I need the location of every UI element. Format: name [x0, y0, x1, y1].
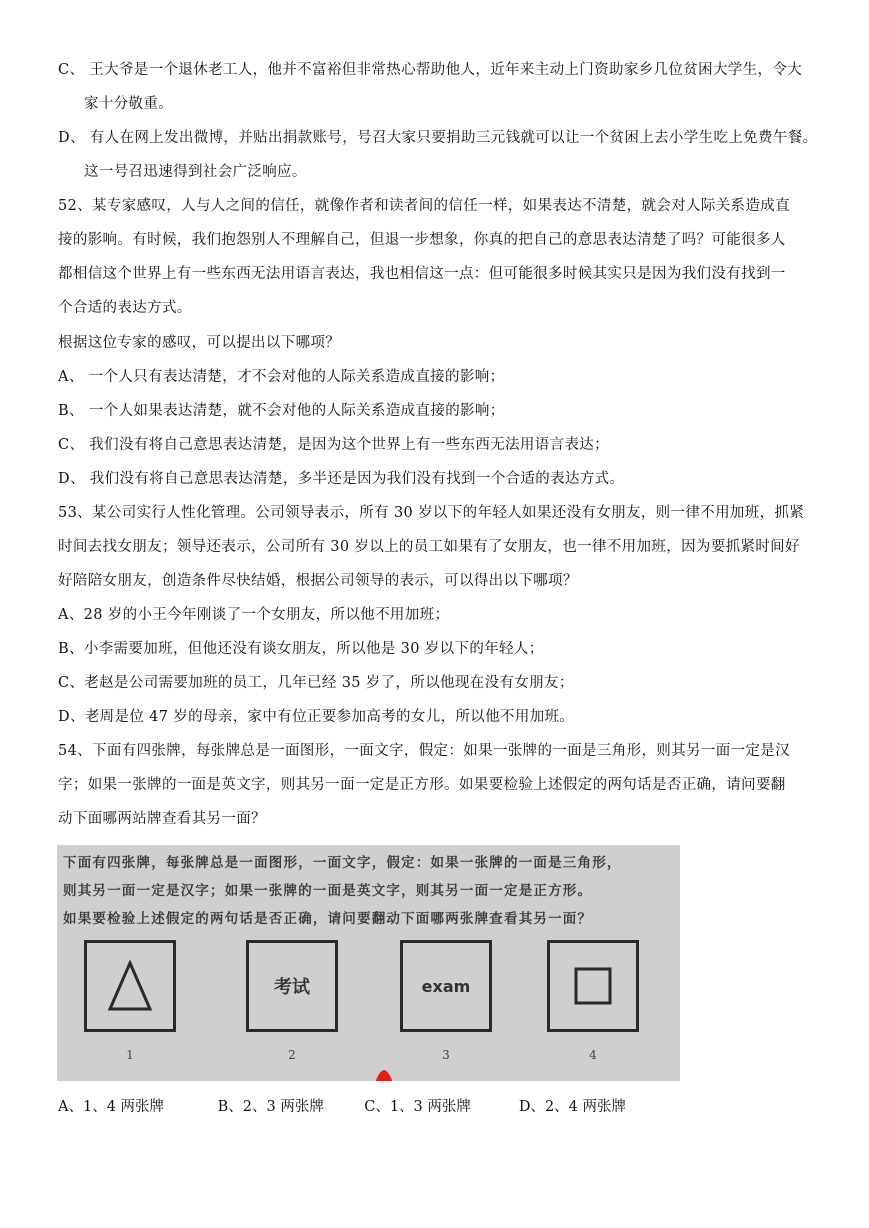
option-c-line: C、 王大爷是一个退休老工人，他并不富裕但非常热心帮助他人，近年来主动上门资助家乡几位贫困大学生，令大: [58, 62, 803, 78]
question-54-option-b: B、2、3 两张牌: [217, 1099, 324, 1115]
question-53-option-c: C、老赵是公司需要加班的员工，几年已经 35 岁了，所以他现在没有女朋友；: [58, 675, 574, 691]
question-54-option-c: C、1、3 两张牌: [364, 1099, 471, 1115]
card-2: [246, 940, 338, 1032]
question-54-option-d: D、2、4 两张牌: [518, 1099, 627, 1115]
question-52-line-3: 都相信这个世界上有一些东西无法用语言表达，我也相信这一点：但可能很多时候其实只是因为我们没有找到一: [58, 266, 786, 282]
card-3-number: 3: [442, 1048, 450, 1062]
question-52-prompt: 根据这位专家的感叹，可以提出以下哪项？: [58, 335, 341, 351]
question-52-option-c: C、 我们没有将自己意思表达清楚，是因为这个世界上有一些东西无法用语言表达；: [58, 437, 609, 453]
question-54-line-1: 54、下面有四张牌，每张牌总是一面图形，一面文字，假定：如果一张牌的一面是三角形，则其另一面一定是汉: [58, 743, 790, 759]
question-52-option-a: A、 一个人只有表达清楚，才不会对他的人际关系造成直接的影响；: [58, 369, 505, 385]
cards-figure: [57, 845, 680, 1081]
red-mark-icon: [373, 1069, 395, 1081]
card-3: [400, 940, 492, 1032]
option-c-continuation: 家十分敬重。: [84, 96, 174, 112]
triangle-icon: [107, 960, 153, 1012]
question-53-option-a: A、28 岁的小王今年刚谈了一个女朋友，所以他不用加班；: [58, 607, 450, 623]
option-d-line: D、 有人在网上发出微博，并贴出捐款账号，号召大家只要捐助三元钱就可以让一个贫困上去小学生吃上免费午餐。: [58, 130, 818, 146]
square-icon: [573, 966, 613, 1006]
question-53-line-1: 53、某公司实行人性化管理。公司领导表示，所有 30 岁以下的年轻人如果还没有女朋友，则一律不用加班，抓紧: [58, 505, 805, 521]
question-53-line-3: 好陪陪女朋友，创造条件尽快结婚，根据公司领导的表示，可以得出以下哪项？: [58, 573, 578, 589]
figure-text-line-1: 下面有四张牌，每张牌总是一面图形，一面文字，假定：如果一张牌的一面是三角形，: [63, 855, 622, 871]
question-53-option-b: B、小李需要加班，但他还没有谈女朋友，所以他是 30 岁以下的年轻人；: [58, 641, 544, 657]
question-52-line-1: 52、某专家感叹，人与人之间的信任，就像作者和读者间的信任一样，如果表达不清楚，就会对人际关系造成直: [58, 198, 790, 214]
card-2-label: 考试: [274, 977, 310, 998]
question-54-options: [58, 1095, 626, 1116]
question-52-line-4: 个合适的表达方式。: [58, 300, 192, 316]
question-52-line-2: 接的影响。有时候，我们抱怨别人不理解自己，但退一步想象，你真的把自己的意思表达清楚了吗？可能很多人: [58, 232, 786, 248]
question-54-line-3: 动下面哪两站牌查看其另一面？: [58, 811, 266, 827]
card-4-number: 4: [589, 1048, 597, 1062]
question-53-line-2: 时间去找女朋友；领导还表示，公司所有 30 岁以上的员工如果有了女朋友，也一律不用加班，因为要抓紧时间好: [58, 539, 800, 555]
card-1: [84, 940, 176, 1032]
card-2-number: 2: [288, 1048, 296, 1062]
figure-text-line-2: 则其另一面一定是汉字；如果一张牌的一面是英文字，则其另一面一定是正方形。: [63, 883, 593, 899]
card-1-number: 1: [126, 1048, 134, 1062]
figure-text-line-3: 如果要检验上述假定的两句话是否正确，请问要翻动下面哪两张牌查看其另一面？: [63, 911, 593, 927]
option-d-continuation: 这一号召迅速得到社会广泛响应。: [84, 164, 307, 180]
card-4: [547, 940, 639, 1032]
card-3-label: exam: [421, 976, 471, 996]
question-52-option-b: B、 一个人如果表达清楚，就不会对他的人际关系造成直接的影响；: [58, 403, 505, 419]
question-54-line-2: 字；如果一张牌的一面是英文字，则其另一面一定是正方形。如果要检验上述假定的两句话是否正确，请问要翻: [58, 777, 786, 793]
question-54-option-a: A、1、4 两张牌: [58, 1099, 165, 1115]
question-53-option-d: D、老周是位 47 岁的母亲，家中有位正要参加高考的女儿，所以他不用加班。: [58, 709, 575, 725]
question-52-option-d: D、 我们没有将自己意思表达清楚，多半还是因为我们没有找到一个合适的表达方式。: [58, 471, 625, 487]
